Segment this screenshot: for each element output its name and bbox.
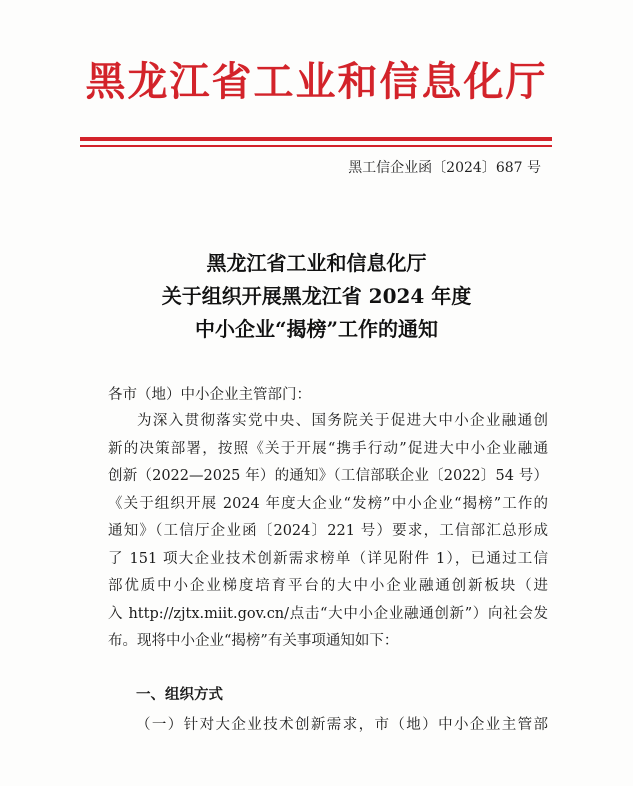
agency-header: 黑龙江省工业和信息化厅 — [85, 59, 548, 105]
body-line-7: 部优质中小企业梯度培育平台的大中小企业融通创新板块（进 — [108, 578, 548, 594]
subsection-text: （一）针对大企业技术创新需求，市（地）中小企业主管部 — [136, 717, 548, 733]
body-paragraph — [108, 408, 548, 656]
document-number: 黑工信企业函〔2024〕687 号 — [348, 160, 541, 176]
body-line-3: 创新（2022—2025 年）的通知》（工信部联企业〔2022〕54 号） — [108, 468, 548, 484]
title-line-3: 中小企业“揭榜”工作的通知 — [194, 317, 438, 341]
body-line-9: 布。现将中小企业“揭榜”有关事项通知如下： — [108, 633, 399, 649]
body-line-6: 了 151 项大企业技术创新需求榜单（详见附件 1），已通过工信 — [108, 550, 548, 567]
body-line-8: 入 http://zjtx.miit.gov.cn/点击“大中小企业融通创新”）向社会发 — [108, 605, 548, 622]
title-line-1: 黑龙江省工业和信息化厅 — [206, 251, 427, 275]
body-line-1: 为深入贯彻落实党中央、国务院关于促进大中小企业融通创 — [137, 413, 548, 429]
salutation: 各市（地）中小企业主管部门： — [108, 387, 311, 403]
header-rule-thick — [80, 137, 552, 141]
header-rule-thin — [80, 145, 552, 147]
section-heading: 一、组织方式 — [136, 687, 223, 703]
body-line-5: 通知》（工信厅企业函〔2024〕221 号）要求，工信部汇总形成 — [108, 523, 548, 539]
document-title — [0, 247, 633, 346]
body-line-2: 新的决策部署，按照《关于开展“携手行动”促进大中小企业融通 — [108, 440, 548, 457]
title-line-2: 关于组织开展黑龙江省 2024 年度 — [161, 284, 472, 308]
body-line-4: 《关于组织开展 2024 年度大企业“发榜”中小企业“揭榜”工作的 — [108, 495, 548, 512]
